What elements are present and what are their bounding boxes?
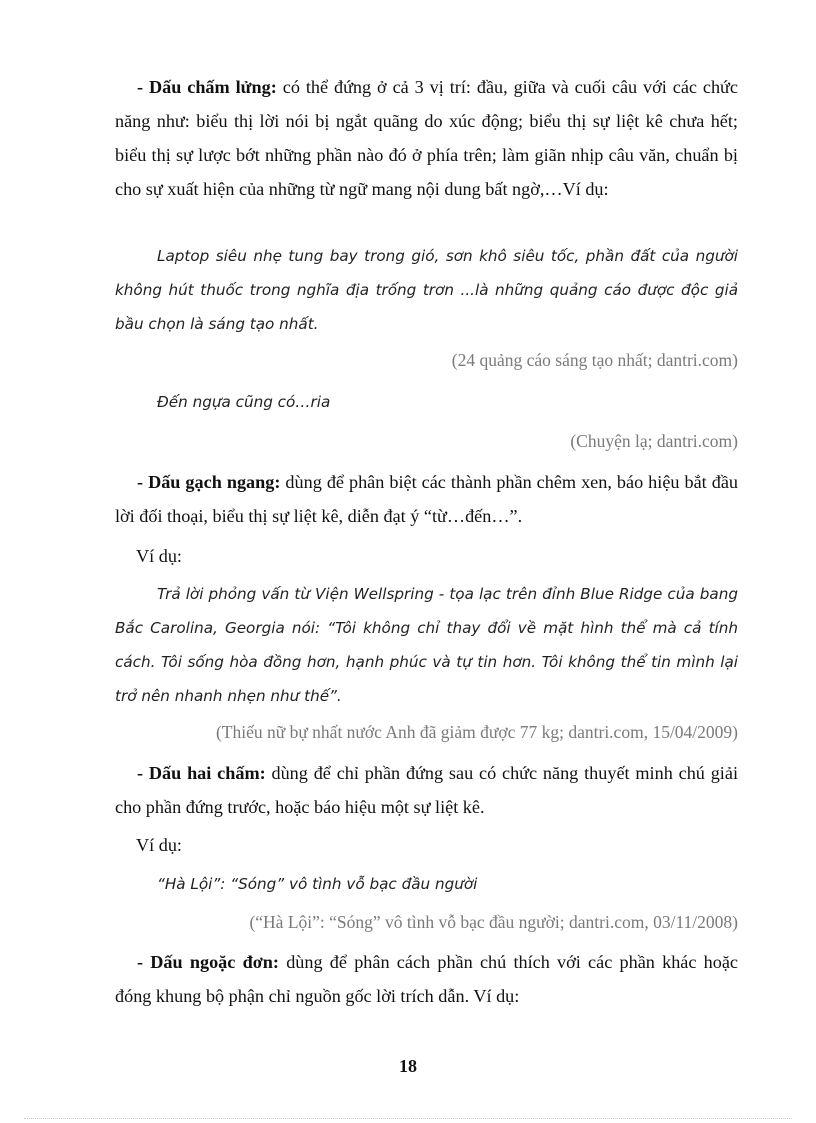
paragraph-text: có thể đứng ở cả 3 vị trí: đầu, giữa và cuối câu với các chức năng như: biểu thị lời nói bị ngắt quãng do xúc động; biểu thị sự liệt kê chưa hết; biểu thị sự lược bớt những phần nào đó ở phía trên; làm giãn nhịp câu văn, chuẩn bị cho sự xuất hiện của những từ ngữ mang nội dung bất ngờ,…Ví dụ:	[115, 77, 738, 199]
example-quote: Đến ngựa cũng có…ria	[157, 393, 331, 411]
example-source: (“Hà Lội”: “Sóng” vô tình vỗ bạc đầu người; dantri.com, 03/11/2008)	[249, 912, 738, 932]
paragraph-dau-ngoac-don	[115, 945, 738, 1013]
term-label: - Dấu gạch ngang:	[137, 472, 281, 492]
example-intro: Ví dụ:	[136, 546, 182, 566]
paragraph-dau-gach-ngang	[115, 465, 738, 533]
example-quote: Laptop siêu nhẹ tung bay trong gió, sơn khô siêu tốc, phần đất của người không hút thuốc trong nghĩa địa trống trơn ...là những quảng cáo được độc giả bầu chọn là sáng tạo nhất.	[115, 247, 738, 333]
paragraph-dau-cham-lung	[115, 70, 738, 206]
example-quote: Trả lời phỏng vấn từ Viện Wellspring - tọa lạc trên đỉnh Blue Ridge của bang Bắc Carolina, Georgia nói: “Tôi không chỉ thay đổi về mặt hình thể mà cả tính cách. Tôi sống hòa đồng hơn, hạnh phúc và tự tin hơn. Tôi không thể tin mình lại trở nên nhanh nhẹn như thế”.	[115, 585, 738, 705]
term-label: - Dấu hai chấm:	[137, 763, 266, 783]
example-intro: Ví dụ:	[136, 835, 182, 855]
paragraph-text: dùng để phân cách phần chú thích với các phần khác hoặc đóng khung bộ phận chỉ nguồn gốc lời trích dẫn. Ví dụ:	[115, 952, 739, 1006]
paragraph-text: dùng để chỉ phần đứng sau có chức năng thuyết minh chú giải cho phần đứng trước, hoặc báo hiệu một sự liệt kê.	[115, 763, 738, 817]
example-source: (24 quảng cáo sáng tạo nhất; dantri.com)	[451, 350, 738, 370]
paragraph-dau-hai-cham	[115, 756, 738, 824]
example-source: (Chuyện lạ; dantri.com)	[570, 431, 738, 451]
page-bottom-divider	[24, 1118, 792, 1119]
term-label: - Dấu chấm lửng:	[137, 77, 277, 97]
example-source: (Thiếu nữ bự nhất nước Anh đã giảm được 77 kg; dantri.com, 15/04/2009)	[215, 722, 738, 742]
paragraph-text: dùng để phân biệt các thành phần chêm xen, báo hiệu bắt đầu lời đối thoại, biểu thị sự liệt kê, diễn đạt ý “từ…đến…”.	[115, 472, 739, 526]
page-number: 18	[399, 1056, 417, 1076]
example-quote: “Hà Lội”: “Sóng” vô tình vỗ bạc đầu người	[157, 875, 478, 893]
term-label: - Dấu ngoặc đơn:	[137, 952, 279, 972]
